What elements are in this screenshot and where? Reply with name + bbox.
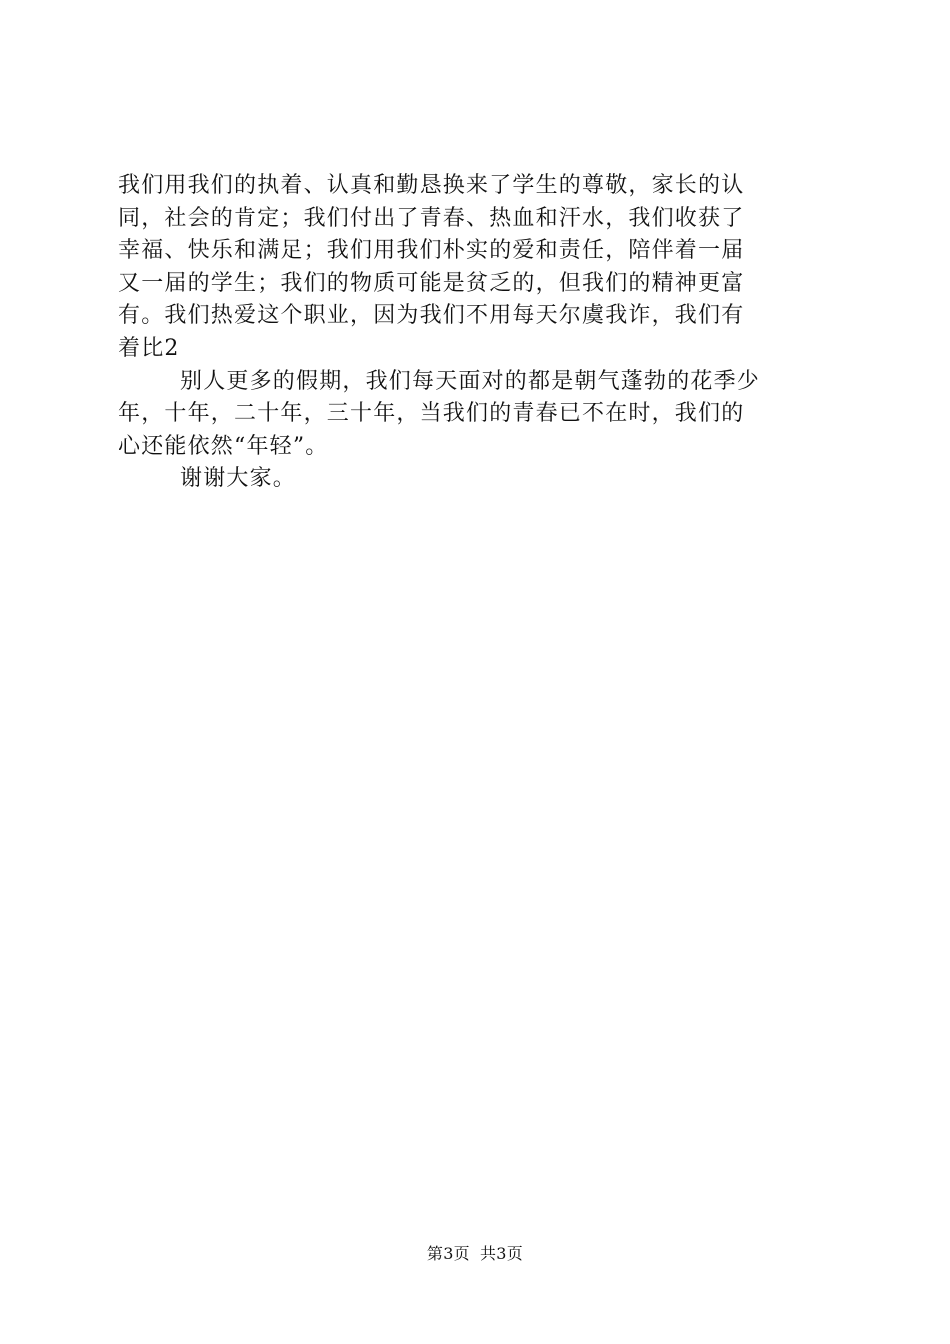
- page-footer: [0, 1244, 950, 1264]
- page-number: 第3页: [426, 1244, 470, 1263]
- text-line: 心还能依然“年轻”。: [118, 433, 329, 459]
- text-line: 幸福、快乐和满足；我们用我们朴实的爱和责任，陪伴着一届: [118, 238, 745, 264]
- document-body: [118, 170, 838, 496]
- text-line: 同，社会的肯定；我们付出了青春、热血和汗水，我们收获了: [118, 205, 745, 231]
- page-total: 共3页: [480, 1244, 524, 1263]
- text-line: 有。我们热爱这个职业，因为我们不用每天尔虞我诈，我们有: [118, 303, 745, 329]
- text-line: 着比2: [118, 335, 180, 361]
- text-line: 我们用我们的执着、认真和勤恳换来了学生的尊敬，家长的认: [118, 173, 745, 198]
- paragraph: [118, 463, 838, 496]
- paragraph: [118, 366, 838, 464]
- closing-line: 谢谢大家。: [180, 466, 297, 492]
- text-line: 年，十年，二十年，三十年，当我们的青春已不在时，我们的: [118, 401, 745, 427]
- text-line: 别人更多的假期，我们每天面对的都是朝气蓬勃的花季少: [180, 368, 761, 394]
- paragraph: [118, 170, 838, 366]
- text-line: 又一届的学生；我们的物质可能是贫乏的，但我们的精神更富: [118, 270, 745, 296]
